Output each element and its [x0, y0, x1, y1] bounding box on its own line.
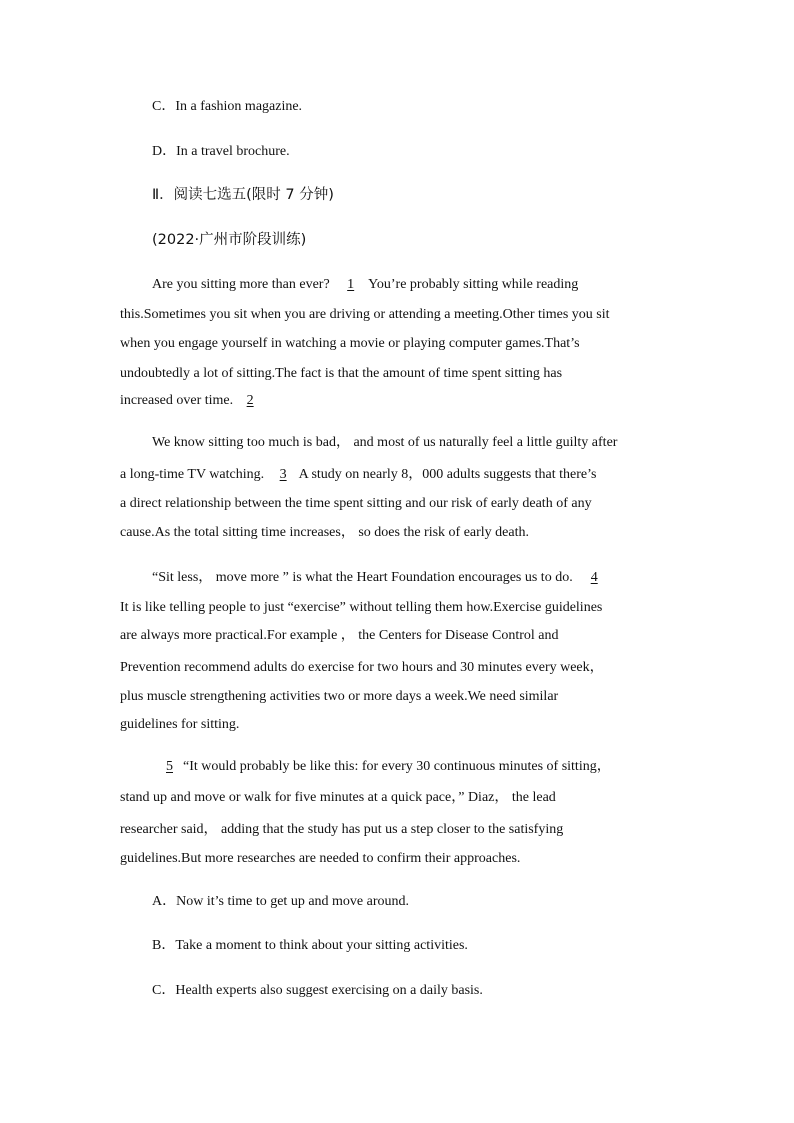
- p1-text-a: Are you sitting more than ever?: [152, 277, 334, 292]
- option-c-top: C．In a fashion magazine.: [152, 99, 303, 114]
- p3-line6: guidelines for sitting.: [120, 717, 240, 732]
- p4-line4: guidelines.But more researches are needed to confirm their approaches.: [120, 851, 521, 866]
- option-c: C．Health experts also suggest exercising on a daily basis.: [152, 983, 483, 998]
- p3-text-a: “Sit less， move more ” is what the Heart Foundation encourages us to do.: [152, 570, 573, 585]
- p1-text-b: You’re probably sitting while reading: [368, 277, 579, 292]
- p3-line1: [152, 568, 598, 588]
- blank-1: 1: [347, 277, 355, 292]
- p2-line2: [120, 465, 676, 485]
- blank-2: 2: [246, 393, 254, 408]
- p2-text-a: a long-time TV watching.: [120, 467, 268, 482]
- p1-text-c: increased over time.: [120, 393, 237, 408]
- p2-line3: a direct relationship between the time spent sitting and our risk of early death of any: [120, 496, 592, 511]
- source-label: (2022·广州市阶段训练): [152, 232, 307, 248]
- p1-line4: undoubtedly a lot of sitting.The fact is that the amount of time spent sitting has: [120, 366, 563, 381]
- p3-line5: plus muscle strengthening activities two or more days a week.We need similar: [120, 689, 559, 704]
- p1-line1: [152, 275, 578, 295]
- p4-line2: stand up and move or walk for five minutes at a quick pace，” Diaz， the lead: [120, 790, 556, 805]
- p3-line4: Prevention recommend adults do exercise for two hours and 30 minutes every week，: [120, 660, 604, 675]
- p4-text-a: “It would probably be like this: for every 30 continuous minutes of sitting，: [183, 759, 611, 774]
- p2-line1: We know sitting too much is bad， and most of us naturally feel a little guilty after: [152, 435, 618, 450]
- option-b: B．Take a moment to think about your sitting activities.: [152, 938, 468, 953]
- p4-line1: [152, 757, 611, 777]
- blank-3: 3: [279, 467, 287, 482]
- p2-line4: cause.As the total sitting time increases， so does the risk of early death.: [120, 525, 530, 540]
- p4-line3: researcher said， adding that the study has put us a step closer to the satisfying: [120, 822, 564, 837]
- p1-line3: when you engage yourself in watching a movie or playing computer games.That’s: [120, 336, 580, 351]
- p1-line2: this.Sometimes you sit when you are driving or attending a meeting.Other times you sit: [120, 307, 610, 322]
- section-title: Ⅱ．阅读七选五(限时 7 分钟): [152, 187, 334, 203]
- option-d-top: D．In a travel brochure.: [152, 144, 290, 159]
- p3-line3: are always more practical.For example ， the Centers for Disease Control and: [120, 628, 559, 643]
- option-a: A．Now it’s time to get up and move around.: [152, 894, 410, 909]
- blank-5: 5: [166, 759, 173, 774]
- p3-line2: It is like telling people to just “exercise” without telling them how.Exercise guidelines: [120, 600, 603, 615]
- p2-text-b: A study on nearly 8，000 adults suggests that there’s: [298, 467, 597, 482]
- p1-line5: [120, 391, 676, 411]
- blank-4: 4: [590, 570, 598, 585]
